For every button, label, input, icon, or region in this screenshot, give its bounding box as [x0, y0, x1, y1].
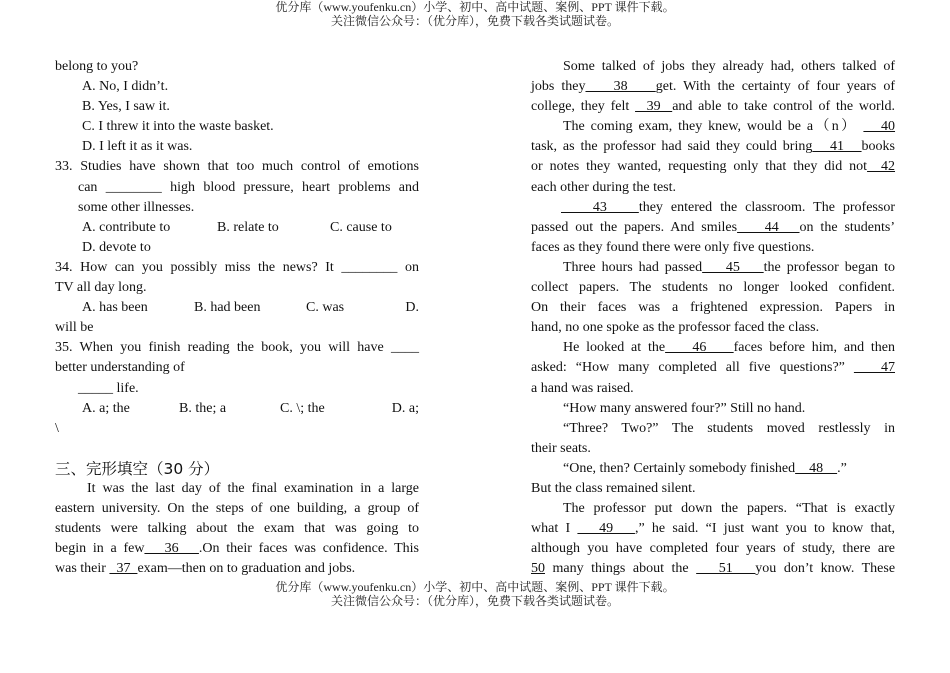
- text: passed out the papers. And smiles: [531, 219, 738, 235]
- text: begin in a few: [55, 541, 145, 557]
- blank-37: 37: [109, 561, 138, 577]
- text: Three hours had passed: [563, 259, 703, 275]
- rline-26: [531, 559, 895, 579]
- rline-24: [531, 519, 895, 539]
- q33-option-a: A. contribute to: [82, 219, 171, 235]
- q34-option-b: B. had been: [194, 300, 261, 316]
- rline-6: [531, 157, 895, 177]
- text: He looked at the: [563, 340, 666, 356]
- rline-17: a hand was raised.: [531, 380, 634, 396]
- text: task, as the professor had said they could bring: [531, 139, 813, 155]
- text: ,” he said. “I just want you to know that,: [634, 521, 896, 537]
- q35-option-b: B. the; a: [179, 400, 227, 416]
- text: they entered the classroom. The professor: [638, 199, 895, 215]
- q32-tail: belong to you?: [55, 59, 139, 74]
- footer-line-2: 关注微信公众号：（优分库），免费下载各类试题试卷。: [330, 594, 619, 608]
- blank-44: 44: [737, 219, 800, 235]
- q33-option-c: C. cause to: [330, 219, 392, 235]
- q35-options: [55, 399, 419, 419]
- q33-option-d: D. devote to: [82, 239, 151, 255]
- page-footer: [0, 580, 950, 608]
- passage-line-5: [55, 559, 419, 579]
- rline-2: [531, 77, 895, 97]
- q32-option-c: C. I threw it into the waste basket.: [82, 119, 274, 135]
- blank-45: 45: [702, 259, 764, 275]
- rline-3: [531, 97, 895, 117]
- footer-line-1: 优分库（www.youfenku.cn）小学、初中、高中试题、案例、PPT 课件下载。: [275, 580, 675, 594]
- q34-options: [55, 298, 419, 318]
- text: was their: [55, 561, 106, 577]
- text: get. With the certainty of four years of: [655, 79, 895, 95]
- blank-40: 40: [863, 119, 896, 135]
- rline-14: hand, no one spoke as the professor faced the class.: [531, 320, 820, 336]
- text: college, they felt: [531, 99, 630, 115]
- rline-16: [531, 358, 895, 378]
- q32-option-b: B. Yes, I saw it.: [82, 99, 170, 115]
- q35-line-5: \: [55, 420, 59, 436]
- text: what I: [531, 521, 571, 537]
- text: and able to take control of the world.: [672, 99, 896, 115]
- right-column: [531, 57, 895, 579]
- q33-option-b: B. relate to: [217, 219, 279, 235]
- rline-19: “Three? Two?” The students moved restlessly in: [563, 420, 895, 436]
- q33-line-2: can ________ high blood pressure, heart problems and: [78, 179, 419, 195]
- section-title: 三、完形填空（30 分）: [55, 459, 220, 478]
- text: books: [861, 139, 895, 155]
- q34-line-4: will be: [55, 320, 94, 336]
- q35-option-d: D. a;: [391, 400, 419, 416]
- q32-option-a: A. No, I didn’t.: [82, 79, 169, 95]
- q33-options: [55, 218, 419, 238]
- q34-line-2: TV all day long.: [55, 280, 147, 296]
- rline-4: [531, 117, 895, 137]
- rline-1: Some talked of jobs they already had, others talked of: [563, 59, 895, 74]
- text: or notes they wanted, requesting only that they did not: [531, 159, 868, 175]
- text: “One, then? Certainly somebody finished: [563, 460, 796, 476]
- text: you don’t know. These: [755, 561, 896, 577]
- text: the professor began to: [763, 259, 895, 275]
- blank-41: 41: [812, 139, 862, 155]
- rline-8: [531, 198, 895, 218]
- rline-21: [531, 459, 895, 479]
- text: exam—then on to graduation and jobs.: [137, 561, 356, 577]
- q35-option-c: C. \; the: [280, 400, 325, 416]
- rline-5: [531, 137, 895, 157]
- rline-9: [531, 218, 895, 238]
- blank-47: 47: [853, 360, 895, 376]
- text: .”: [837, 460, 847, 476]
- blank-46: 46: [665, 340, 734, 356]
- q35-line-1: 35. When you finish reading the book, you will have ____: [55, 340, 419, 356]
- header-line-1: 优分库（www.youfenku.cn）小学、初中、高中试题、案例、PPT 课件下载。: [275, 0, 675, 14]
- blank-38: 38: [585, 79, 656, 95]
- rline-10: faces as they found there were only five questions.: [531, 239, 815, 255]
- text: faces before him, and then: [733, 340, 896, 356]
- passage-line-2: eastern university. On the steps of one building, a group of: [55, 500, 419, 516]
- q34-option-d: D.: [405, 300, 419, 316]
- blank-36: 36: [144, 541, 199, 557]
- rline-11: [531, 258, 895, 278]
- q35-line-2: better understanding of: [55, 360, 185, 376]
- text: on the students’: [799, 219, 896, 235]
- rline-13: On their faces was a frightened expression. Papers in: [531, 300, 895, 316]
- blank-51: 51: [696, 561, 756, 577]
- text: jobs they: [531, 79, 586, 95]
- q32-option-d: D. I left it as it was.: [82, 139, 193, 155]
- rline-20: their seats.: [531, 440, 591, 456]
- q33-line-3: some other illnesses.: [78, 199, 195, 215]
- header-line-2: 关注微信公众号：（优分库），免费下载各类试题试卷。: [330, 14, 619, 28]
- blank-43: 43: [561, 199, 639, 215]
- text: asked: “How many completed all five questions?”: [531, 360, 845, 376]
- blank-42: 42: [867, 159, 896, 175]
- passage-line-3: students were talking about the exam that was going to: [55, 521, 419, 537]
- rline-18: “How many answered four?” Still no hand.: [563, 400, 806, 416]
- passage-line-4: [55, 539, 419, 559]
- q35-option-a: A. a; the: [82, 400, 130, 416]
- rline-23: The professor put down the papers. “That is exactly: [563, 501, 895, 517]
- left-column: [55, 57, 419, 579]
- text: .On their faces was confidence. This: [198, 541, 419, 557]
- text: The coming exam, they knew, would be a（n）: [563, 119, 858, 135]
- passage-line-1: It was the last day of the final examination in a large: [87, 480, 419, 496]
- blank-50: 50: [531, 561, 545, 577]
- q33-line-1: 33. Studies have shown that too much control of emotions: [55, 159, 419, 175]
- rline-22: But the class remained silent.: [531, 480, 696, 496]
- rline-25: although you have completed four years of study, there are: [531, 541, 895, 557]
- blank-39: 39: [635, 99, 673, 115]
- rline-7: each other during the test.: [531, 179, 677, 195]
- q34-option-a: A. has been: [82, 300, 148, 316]
- rline-15: [531, 338, 895, 358]
- q34-option-c: C. was: [306, 300, 345, 316]
- blank-48: 48: [795, 460, 838, 476]
- page-header: [0, 0, 950, 28]
- rline-12: collect papers. The students no longer looked confident.: [531, 280, 895, 296]
- q35-line-3: _____ life.: [78, 380, 139, 396]
- blank-49: 49: [577, 521, 635, 537]
- q34-line-1: 34. How can you possibly miss the news? It ________ on: [55, 259, 419, 275]
- text: many things about the: [552, 561, 689, 577]
